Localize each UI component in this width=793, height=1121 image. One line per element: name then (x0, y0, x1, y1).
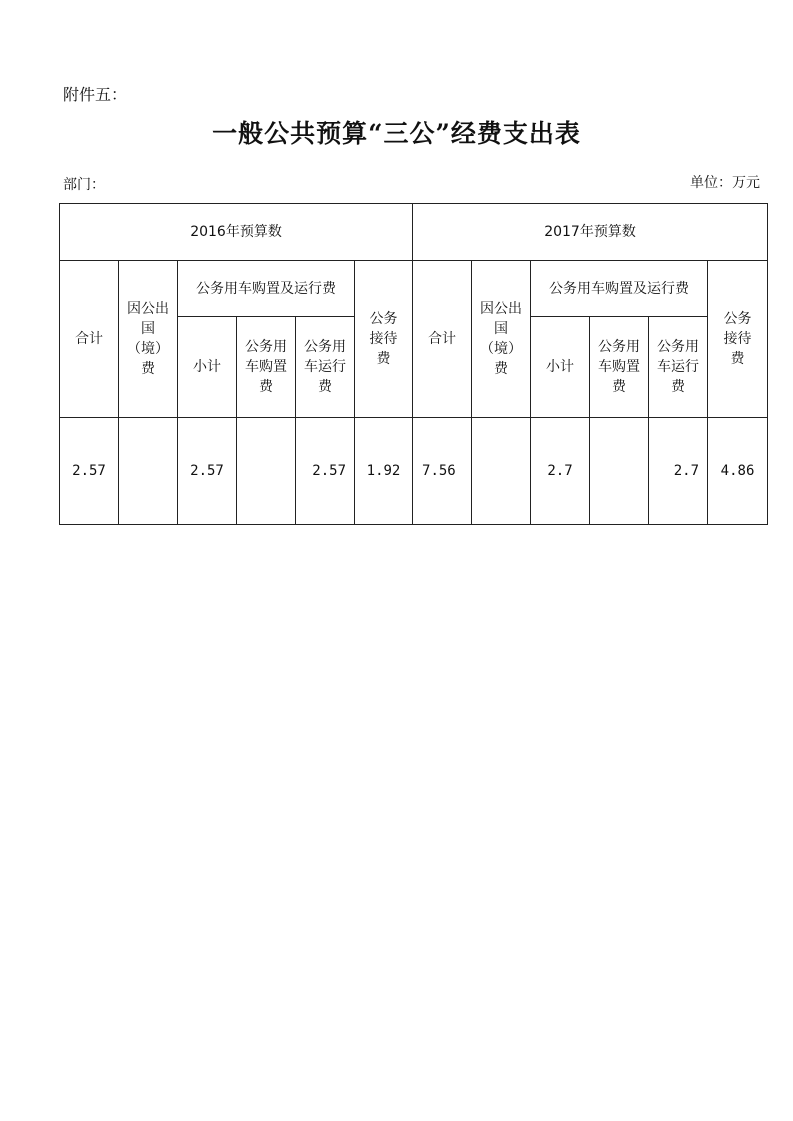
value-2016-overseas (119, 418, 178, 525)
header-total-2016: 合计 (60, 261, 119, 418)
year-2016-header: 2016年预算数 (60, 204, 413, 261)
header-overseas-2017: 因公出国（境）费 (472, 261, 531, 418)
value-2017-reception: 4.86 (708, 418, 768, 525)
header-reception-2016: 公务接待费 (355, 261, 413, 418)
header-vehicle-group-2017: 公务用车购置及运行费 (531, 261, 708, 317)
value-2016-vehicle-purchase (237, 418, 296, 525)
header-reception-2017: 公务接待费 (708, 261, 768, 418)
header-vehicle-group-2016: 公务用车购置及运行费 (178, 261, 355, 317)
unit-label: 单位：万元 (690, 175, 760, 191)
value-2016-total: 2.57 (60, 418, 119, 525)
value-2017-overseas (472, 418, 531, 525)
value-2017-total: 7.56 (413, 418, 472, 525)
department-label: 部门： (63, 177, 105, 193)
three-public-expenses-table (59, 203, 768, 525)
header-subtotal-2016: 小计 (178, 317, 237, 418)
header-vehicle-purchase-2017: 公务用车购置费 (590, 317, 649, 418)
header-total-2017: 合计 (413, 261, 472, 418)
value-2017-subtotal: 2.7 (531, 418, 590, 525)
value-2016-vehicle-operation: 2.57 (296, 418, 355, 525)
value-2016-reception: 1.92 (355, 418, 413, 525)
year-2017-header: 2017年预算数 (413, 204, 768, 261)
page-title: 一般公共预算“三公”经费支出表 (212, 119, 581, 148)
header-vehicle-operation-2016: 公务用车运行费 (296, 317, 355, 418)
value-2017-vehicle-purchase (590, 418, 649, 525)
header-vehicle-operation-2017: 公务用车运行费 (649, 317, 708, 418)
value-2016-subtotal: 2.57 (178, 418, 237, 525)
header-overseas-2016: 因公出国（境）费 (119, 261, 178, 418)
value-2017-vehicle-operation: 2.7 (649, 418, 708, 525)
header-subtotal-2017: 小计 (531, 317, 590, 418)
header-vehicle-purchase-2016: 公务用车购置费 (237, 317, 296, 418)
attachment-label: 附件五： (63, 85, 128, 104)
